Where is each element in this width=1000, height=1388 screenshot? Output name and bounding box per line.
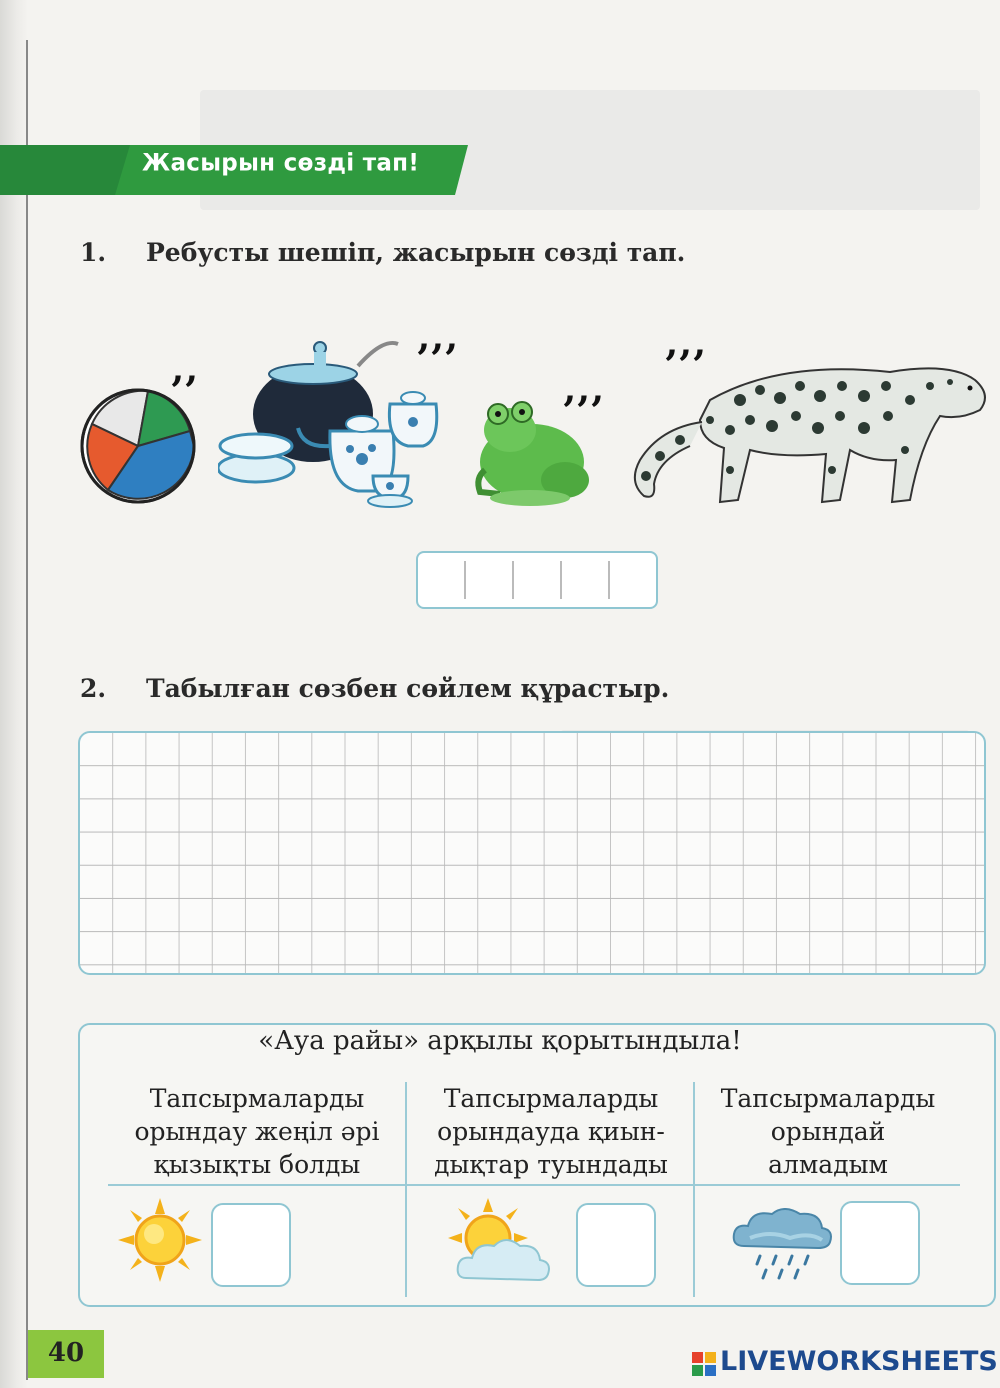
reflection-option-failed: Тапсырмаларды орындай алмадым bbox=[720, 1084, 936, 1179]
writing-grid[interactable] bbox=[78, 731, 986, 975]
answer-letter-cell[interactable] bbox=[437, 557, 481, 601]
column-divider bbox=[693, 1082, 695, 1297]
tea-set-picture bbox=[218, 336, 443, 511]
liveworksheets-watermark[interactable]: LIVEWORKSHEETS bbox=[720, 1346, 998, 1377]
book-spine bbox=[0, 0, 28, 1388]
task-number: 1. bbox=[80, 238, 107, 267]
reflection-checkbox-difficult[interactable] bbox=[576, 1203, 656, 1287]
margin-line bbox=[26, 40, 28, 1380]
page-number: 40 bbox=[47, 1338, 85, 1368]
reflection-checkbox-failed[interactable] bbox=[840, 1201, 920, 1285]
reflection-option-difficult: Тапсырмаларды орындауда қиын- дықтар туындады bbox=[434, 1084, 668, 1179]
weather-panel-title: «Ауа райы» арқылы қорытындыла! bbox=[258, 1026, 742, 1056]
page-number-tab bbox=[28, 1330, 104, 1378]
cell-divider bbox=[464, 561, 466, 599]
table-divider bbox=[108, 1184, 960, 1186]
task-instruction: Табылған сөзбен сөйлем құрастыр. bbox=[146, 674, 670, 703]
rebus-quote: ’’’ bbox=[562, 388, 604, 435]
rebus-quote: ’’’ bbox=[416, 336, 458, 383]
answer-letter-cell[interactable] bbox=[534, 557, 578, 601]
sun-icon bbox=[118, 1198, 202, 1282]
answer-letter-cell[interactable] bbox=[486, 557, 530, 601]
reflection-option-easy: Тапсырмаларды орындау жеңіл әрі қызықты болды bbox=[134, 1084, 380, 1179]
liveworksheets-logo-icon bbox=[692, 1352, 716, 1376]
cell-divider bbox=[560, 561, 562, 599]
banner-title: Жасырын сөзді тап! bbox=[142, 149, 420, 177]
cell-divider bbox=[512, 561, 514, 599]
answer-box bbox=[416, 551, 658, 609]
task-instruction: Ребусты шешіп, жасырын сөзді тап. bbox=[146, 238, 686, 267]
answer-letter-cell[interactable] bbox=[582, 557, 626, 601]
reflection-checkbox-easy[interactable] bbox=[211, 1203, 291, 1287]
task-number: 2. bbox=[80, 674, 107, 703]
sun-cloud-icon bbox=[448, 1198, 552, 1284]
rebus-quote: ’’’ bbox=[664, 342, 706, 389]
rain-cloud-icon bbox=[730, 1208, 834, 1286]
cell-divider bbox=[608, 561, 610, 599]
column-divider bbox=[405, 1082, 407, 1297]
rebus-quote: ’’ bbox=[170, 368, 198, 415]
